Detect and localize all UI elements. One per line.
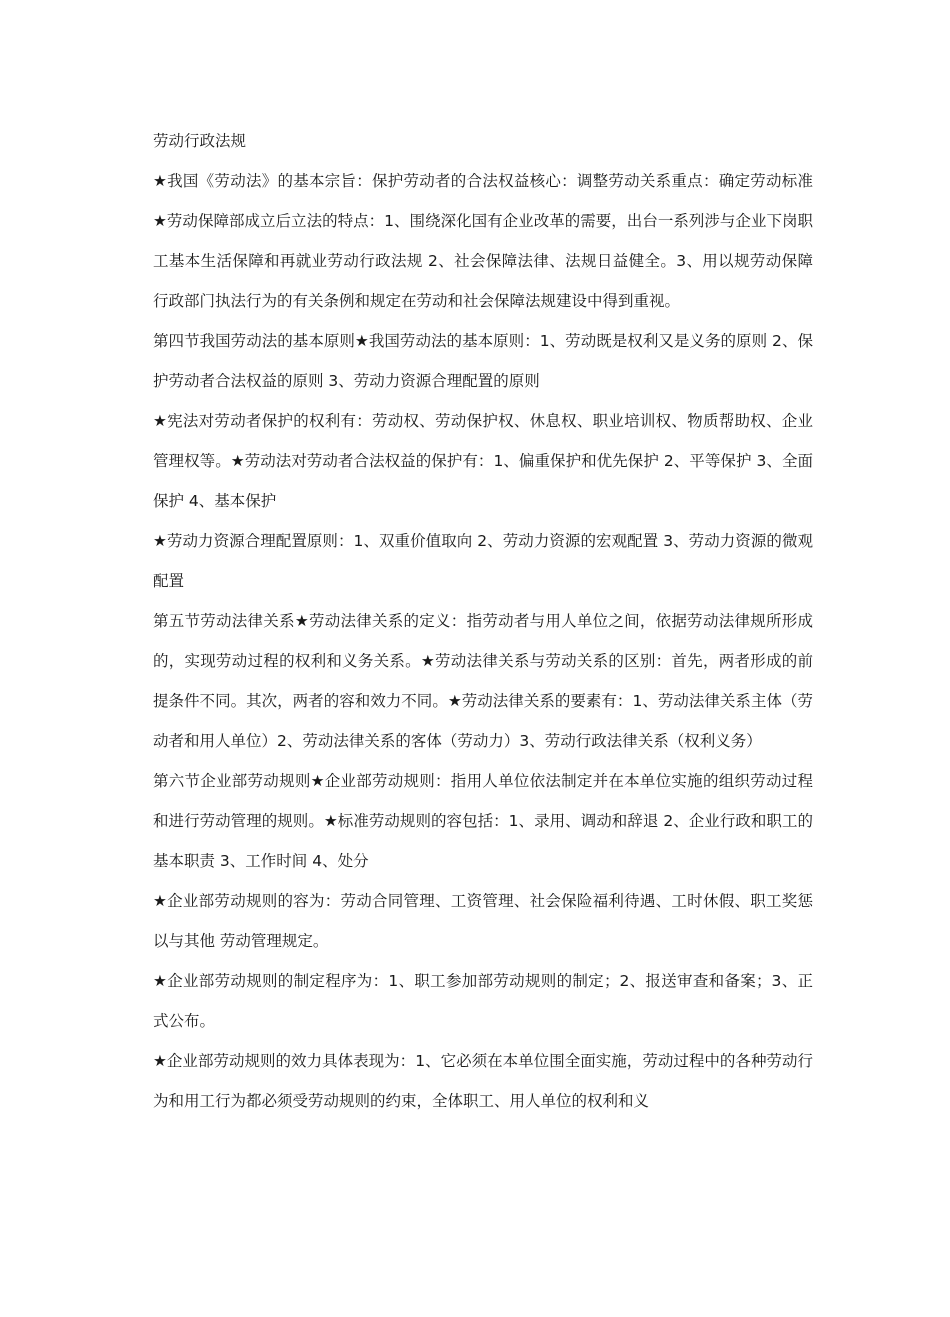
paragraph: ★企业部劳动规则的效力具体表现为：1、它必须在本单位围全面实施，劳动过程中的各种劳动行为和用工行为都必须受劳动规则的约束，全体职工、用人单位的权利和义 [153, 1052, 813, 1110]
paragraph: ★劳动力资源合理配置原则：1、双重价值取向 2、劳动力资源的宏观配置 3、劳动力资源的微观配置 [153, 532, 813, 590]
paragraph: ★企业部劳动规则的容为：劳动合同管理、工资管理、社会保险福利待遇、工时休假、职工奖惩以与其他 劳动管理规定。 [153, 892, 813, 950]
document-body [153, 121, 813, 1121]
paragraph: ★我国《劳动法》的基本宗旨：保护劳动者的合法权益核心：调整劳动关系重点：确定劳动标准★劳动保障部成立后立法的特点：1、围绕深化国有企业改革的需要，出台一系列涉与企业下岗职工基本生活保障和再就业劳动行政法规 2、社会保障法律、法规日益健全。3、用以规劳动保障行政部门执法行为的有关条例和规定在劳动和社会保障法规建设中得到重视。 [153, 172, 813, 310]
section-heading: 劳动行政法规 [153, 132, 247, 150]
paragraph: 第四节我国劳动法的基本原则★我国劳动法的基本原则：1、劳动既是权利又是义务的原则 2、保护劳动者合法权益的原则 3、劳动力资源合理配置的原则 [153, 332, 813, 390]
paragraph: ★企业部劳动规则的制定程序为：1、职工参加部劳动规则的制定；2、报送审查和备案；3、正式公布。 [153, 972, 813, 1030]
paragraph: ★宪法对劳动者保护的权利有：劳动权、劳动保护权、休息权、职业培训权、物质帮助权、企业管理权等。★劳动法对劳动者合法权益的保护有：1、偏重保护和优先保护 2、平等保护 3、全面保护 4、基本保护 [153, 412, 813, 510]
paragraph: 第五节劳动法律关系★劳动法律关系的定义：指劳动者与用人单位之间，依据劳动法律规所形成的，实现劳动过程的权利和义务关系。★劳动法律关系与劳动关系的区别：首先，两者形成的前提条件不同。其次，两者的容和效力不同。★劳动法律关系的要素有：1、劳动法律关系主体（劳动者和用人单位）2、劳动法律关系的客体（劳动力）3、劳动行政法律关系（权利义务） [153, 612, 813, 750]
paragraph: 第六节企业部劳动规则★企业部劳动规则：指用人单位依法制定并在本单位实施的组织劳动过程和进行劳动管理的规则。★标准劳动规则的容包括：1、录用、调动和辞退 2、企业行政和职工的基本职责 3、工作时间 4、处分 [153, 772, 813, 870]
